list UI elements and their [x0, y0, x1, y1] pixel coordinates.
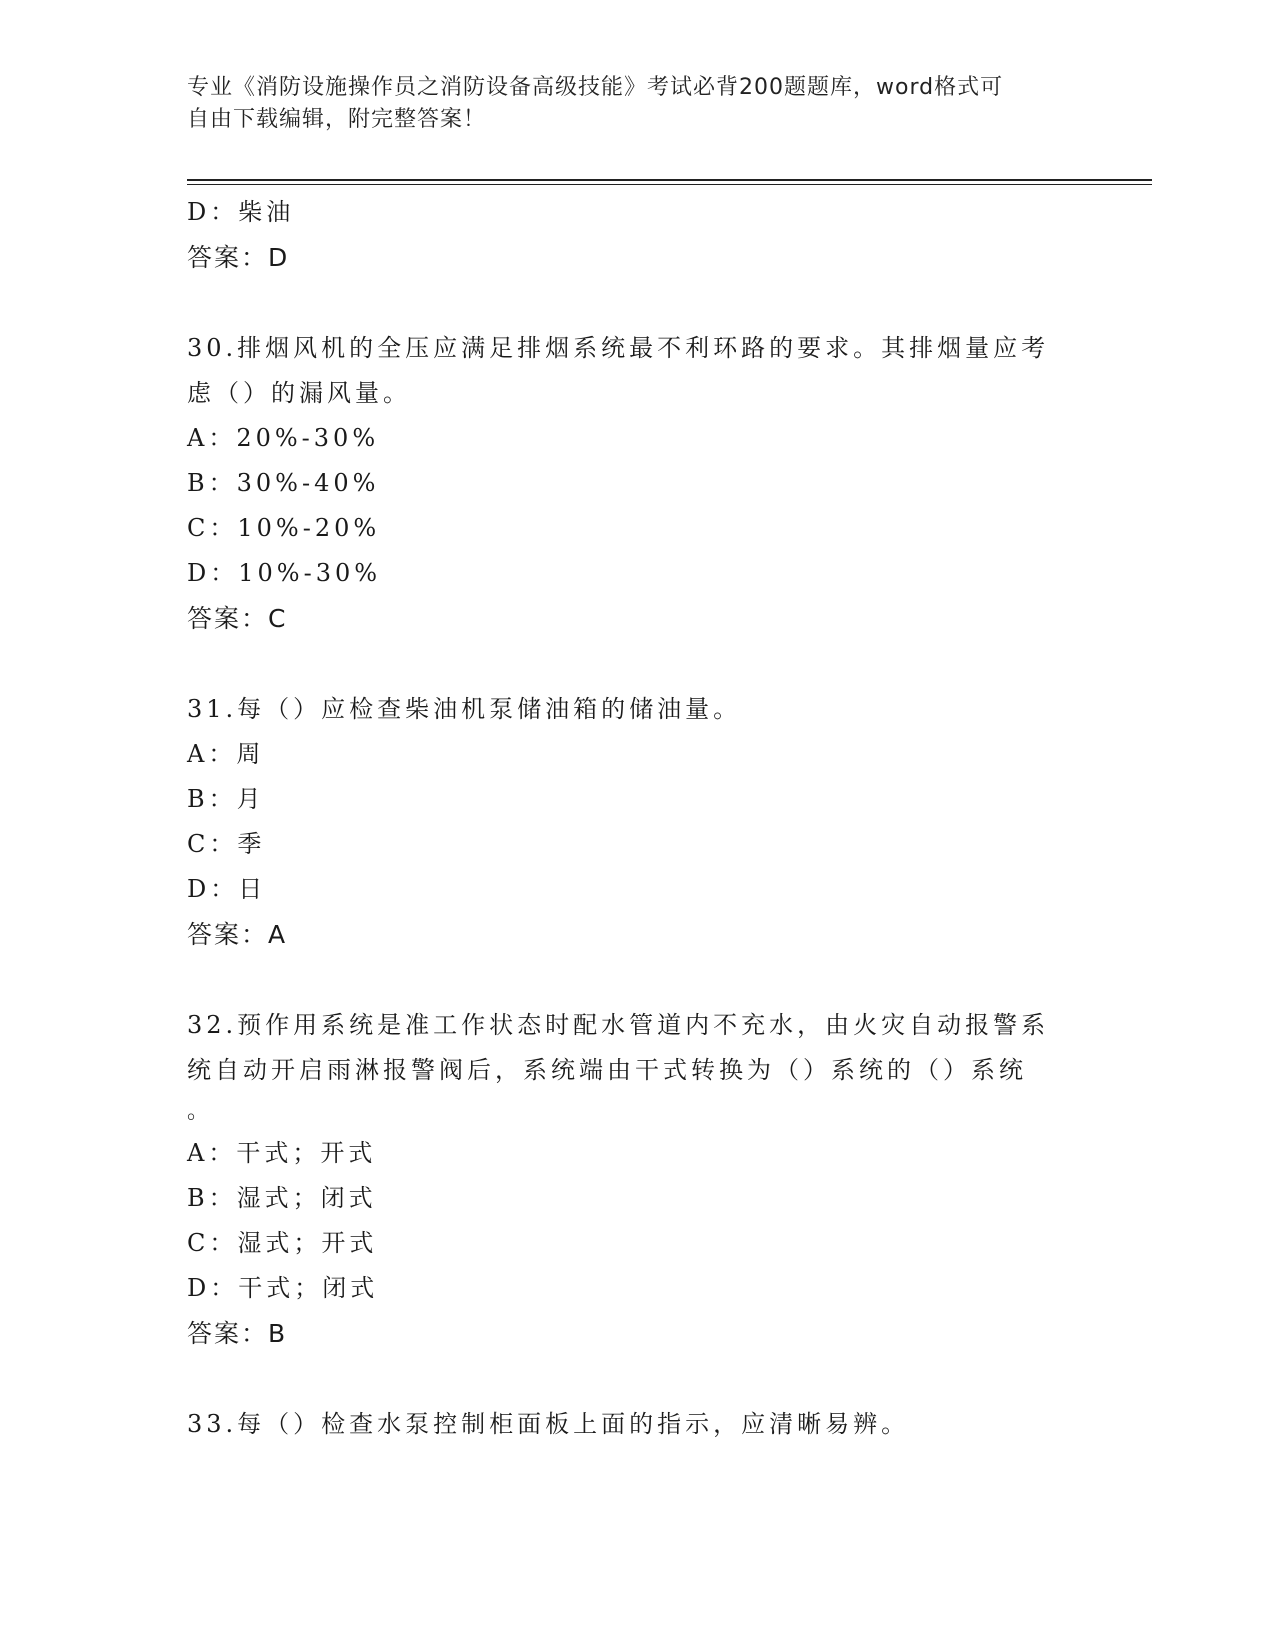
q31-answer: 答案：A: [187, 920, 288, 949]
header-line-1: 专业《消防设施操作员之消防设备高级技能》考试必背200题题库，word格式可: [187, 75, 1004, 100]
q30-option-c: C：10%-20%: [187, 514, 381, 542]
q32-stem-line-1: 32.预作用系统是准工作状态时配水管道内不充水，由火灾自动报警系: [187, 1011, 1050, 1039]
spacer: [187, 641, 1087, 687]
document-header: [187, 72, 1087, 136]
prev-option-d: D：柴油: [187, 198, 295, 226]
q30-option-d: D：10%-30%: [187, 559, 382, 587]
question-list: [187, 190, 1087, 1447]
q30-option-a: A：20%-30%: [187, 424, 380, 452]
q30-answer: 答案：C: [187, 604, 288, 633]
header-line-2: 自由下载编辑，附完整答案！: [187, 107, 487, 132]
q31-option-d: D：日: [187, 875, 267, 903]
q30-stem-line-2: 虑（）的漏风量。: [187, 379, 411, 407]
header-rule-thick: [187, 179, 1152, 181]
q31-option-c: C：季: [187, 830, 266, 858]
q31-stem-line-1: 31.每（）应检查柴油机泵储油箱的储油量。: [187, 695, 742, 723]
q32-option-b: B：湿式；闭式: [187, 1184, 377, 1212]
q31-option-b: B：月: [187, 785, 265, 813]
q30-stem-line-1: 30.排烟风机的全压应满足排烟系统最不利环路的要求。其排烟量应考: [187, 334, 1050, 362]
q30-option-b: B：30%-40%: [187, 469, 380, 497]
q31-option-a: A：周: [187, 740, 265, 768]
q33-stem-line-1: 33.每（）检查水泵控制柜面板上面的指示，应清晰易辨。: [187, 1410, 910, 1438]
spacer: [187, 1356, 1087, 1402]
spacer: [187, 957, 1087, 1003]
q32-option-a: A：干式；开式: [187, 1139, 377, 1167]
q32-option-d: D：干式；闭式: [187, 1274, 379, 1302]
q32-option-c: C：湿式；开式: [187, 1229, 378, 1257]
header-rule-thin: [187, 184, 1152, 185]
q32-answer: 答案：B: [187, 1319, 288, 1348]
spacer: [187, 280, 1087, 326]
q32-stem-line-3: 。: [187, 1099, 214, 1124]
q32-stem-line-2: 统自动开启雨淋报警阀后，系统端由干式转换为（）系统的（）系统: [187, 1056, 1027, 1084]
prev-answer: 答案：D: [187, 243, 290, 272]
